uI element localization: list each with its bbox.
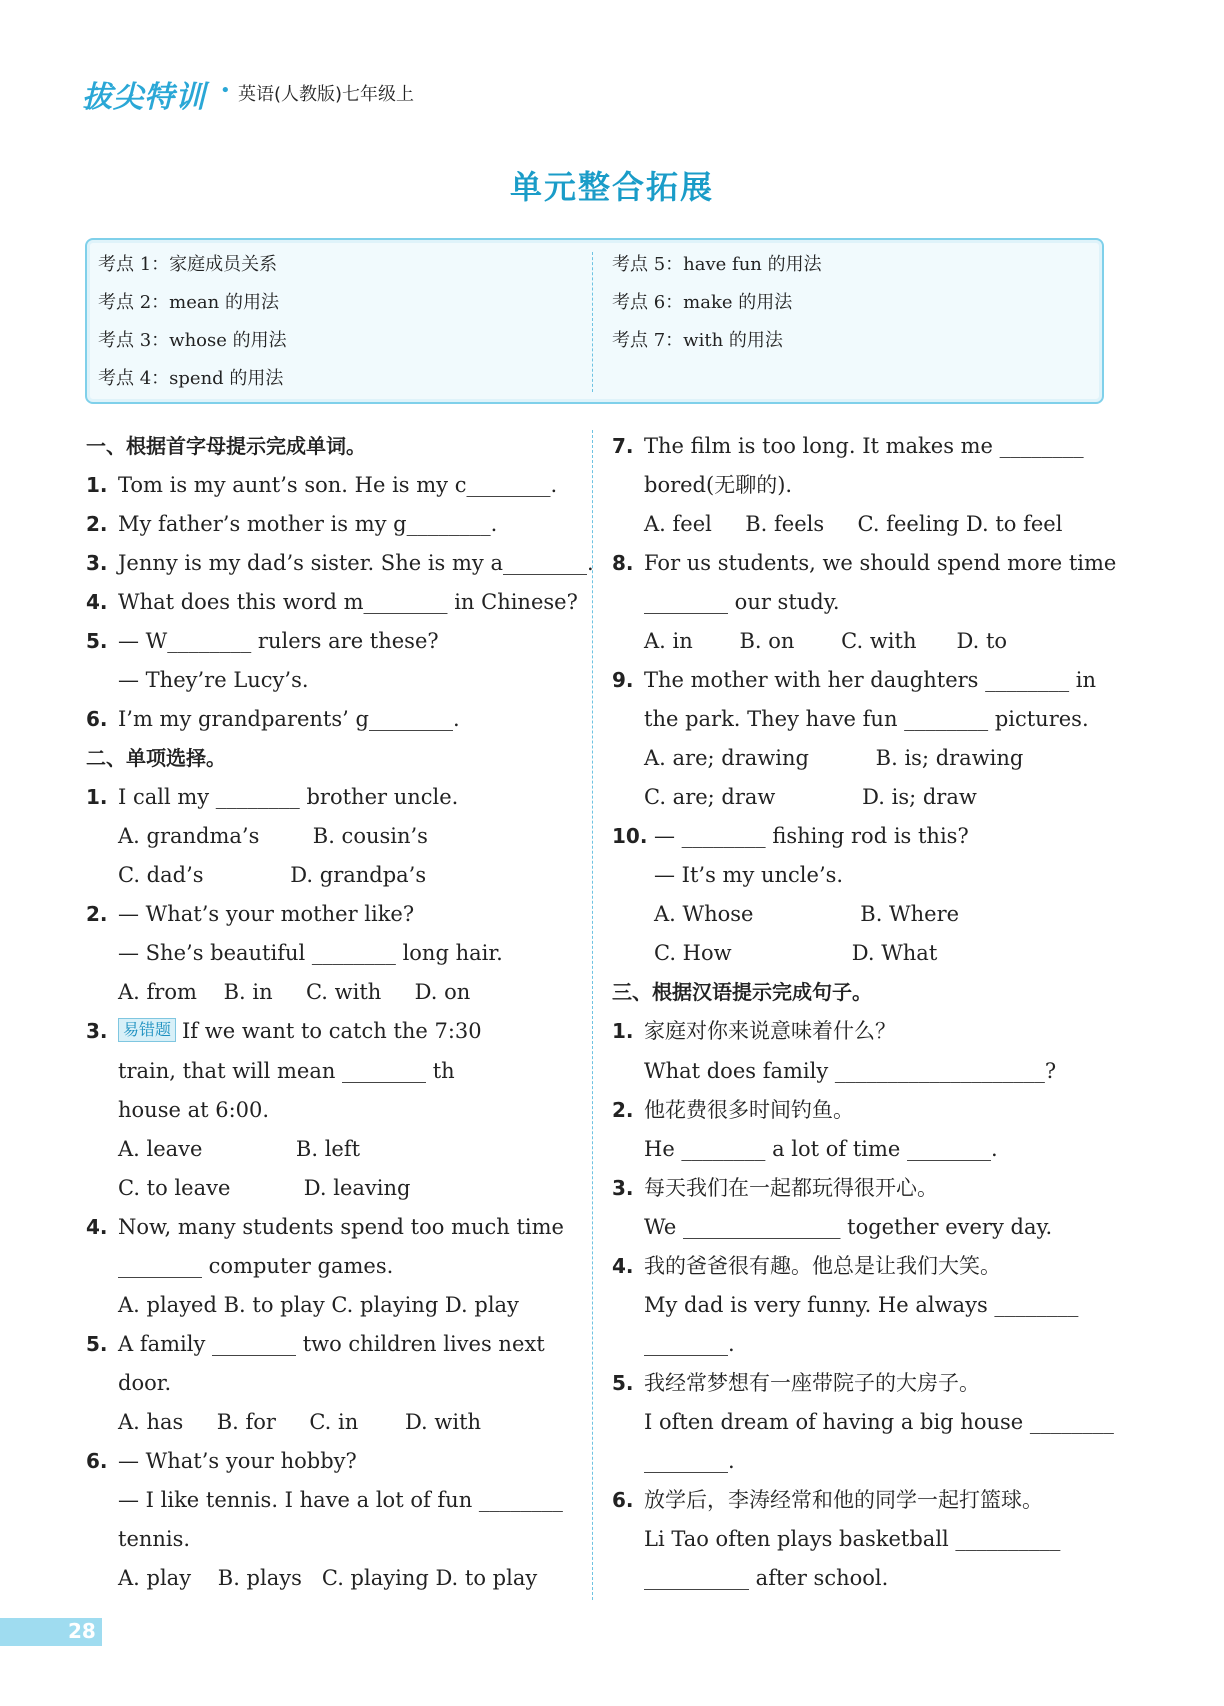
answer-line: ________. xyxy=(644,1332,735,1356)
question-number: 5. xyxy=(612,1371,634,1395)
question-number: 5. xyxy=(86,1332,108,1356)
question-number: 3. xyxy=(612,1176,634,1200)
question-number: 3. xyxy=(86,1019,108,1043)
key-point-6: 考点 6：make 的用法 xyxy=(612,292,793,313)
question-text: 他花费很多时间钓鱼。 xyxy=(644,1098,854,1122)
question-text: — W________ rulers are these? xyxy=(118,629,439,653)
question-number: 1. xyxy=(86,473,108,497)
page-number: 28 xyxy=(68,1619,96,1643)
choice-line: A. leave B. left xyxy=(118,1137,361,1161)
key-point-5: 考点 5：have fun 的用法 xyxy=(612,254,822,275)
question-number: 2. xyxy=(86,512,108,536)
choice-line: C. dad’s D. grandpa’s xyxy=(118,863,427,887)
question-line xyxy=(612,1485,1043,1515)
question-text: Tom is my aunt’s son. He is my c________. xyxy=(118,473,558,497)
key-point-3: 考点 3：whose 的用法 xyxy=(98,330,287,351)
answer-line: We _______________ together every day. xyxy=(644,1215,1053,1239)
answer-line: — It’s my uncle’s. xyxy=(654,863,844,887)
question-text: 放学后，李涛经常和他的同学一起打篮球。 xyxy=(644,1488,1043,1512)
question-line xyxy=(612,665,1096,695)
question-text: The mother with her daughters ________ in xyxy=(644,668,1097,692)
answer-line: He ________ a lot of time ________. xyxy=(644,1137,998,1161)
answer-line: __________ after school. xyxy=(644,1566,889,1590)
section-1-heading: 一、根据首字母提示完成单词。 xyxy=(86,434,366,458)
choice-line: A. Whose B. Where xyxy=(654,902,960,926)
key-point-2: 考点 2：mean 的用法 xyxy=(98,292,279,313)
question-line xyxy=(86,704,460,734)
question-number: 5. xyxy=(86,629,108,653)
question-text: If we want to catch the 7:30 xyxy=(182,1019,482,1043)
answer-line: — They’re Lucy’s. xyxy=(118,668,309,692)
question-number: 3. xyxy=(86,551,108,575)
question-text: 我经常梦想有一座带院子的大房子。 xyxy=(644,1371,980,1395)
key-point-4: 考点 4：spend 的用法 xyxy=(98,368,284,389)
question-text: I call my ________ brother uncle. xyxy=(118,785,459,809)
choice-line: C. are; draw D. is; draw xyxy=(644,785,977,809)
question-number: 1. xyxy=(86,785,108,809)
answer-line: ________. xyxy=(644,1449,735,1473)
key-points-divider xyxy=(592,252,593,392)
question-number: 6. xyxy=(86,1449,108,1473)
question-text: the park. They have fun ________ pictures. xyxy=(644,707,1089,731)
question-line xyxy=(86,899,414,929)
choice-line: A. from B. in C. with D. on xyxy=(118,980,471,1004)
question-line xyxy=(86,587,578,617)
question-line xyxy=(612,431,1084,461)
question-number: 4. xyxy=(612,1254,634,1278)
question-line xyxy=(86,548,594,578)
key-point-1: 考点 1：家庭成员关系 xyxy=(98,254,278,275)
choice-line: C. to leave D. leaving xyxy=(118,1176,411,1200)
question-text: A family ________ two children lives next xyxy=(118,1332,545,1356)
question-line xyxy=(612,1251,1001,1281)
question-text: tennis. xyxy=(118,1527,191,1551)
question-text: — What’s your hobby? xyxy=(118,1449,357,1473)
question-line xyxy=(86,1016,482,1046)
question-text: Now, many students spend too much time xyxy=(118,1215,564,1239)
question-number: 6. xyxy=(612,1488,634,1512)
choice-line: A. grandma’s B. cousin’s xyxy=(118,824,428,848)
question-line xyxy=(612,548,1116,578)
question-line xyxy=(86,626,439,656)
question-text: What does this word m________ in Chinese? xyxy=(118,590,578,614)
question-text: — ________ fishing rod is this? xyxy=(654,824,969,848)
question-text: The film is too long. It makes me ________ xyxy=(644,434,1084,458)
question-text: — She’s beautiful ________ long hair. xyxy=(118,941,503,965)
question-number: 4. xyxy=(86,590,108,614)
question-number: 2. xyxy=(86,902,108,926)
question-line xyxy=(86,1329,545,1359)
choice-line: A. feel B. feels C. feeling D. to feel xyxy=(644,512,1063,536)
choice-line: A. play B. plays C. playing D. to play xyxy=(118,1566,538,1590)
question-text: ________ computer games. xyxy=(118,1254,394,1278)
question-text: — What’s your mother like? xyxy=(118,902,415,926)
answer-line: My dad is very funny. He always ________ xyxy=(644,1293,1079,1317)
question-text: 家庭对你来说意味着什么？ xyxy=(644,1019,896,1043)
question-text: Jenny is my dad’s sister. She is my a________. xyxy=(118,551,594,575)
question-text: 每天我们在一起都玩得很开心。 xyxy=(644,1176,938,1200)
question-line xyxy=(612,1173,938,1203)
choice-line: A. in B. on C. with D. to xyxy=(644,629,1008,653)
question-text: ________ our study. xyxy=(644,590,840,614)
question-text: door. xyxy=(118,1371,172,1395)
page-title: 单元整合拓展 xyxy=(509,168,714,206)
question-text: bored(无聊的). xyxy=(644,473,793,497)
key-point-7: 考点 7：with 的用法 xyxy=(612,330,783,351)
question-text: 我的爸爸很有趣。他总是让我们大笑。 xyxy=(644,1254,1001,1278)
question-line xyxy=(86,509,497,539)
error-prone-badge: 易错题 xyxy=(118,1018,176,1042)
choice-line: A. are; drawing B. is; drawing xyxy=(644,746,1024,770)
choice-line: A. has B. for C. in D. with xyxy=(118,1410,482,1434)
question-text: I’m my grandparents’ g________. xyxy=(118,707,460,731)
question-number: 4. xyxy=(86,1215,108,1239)
question-text: For us students, we should spend more time xyxy=(644,551,1117,575)
question-line xyxy=(86,782,458,812)
brand-logo: 拔尖特训 xyxy=(82,80,206,115)
question-line xyxy=(86,470,557,500)
section-2-heading: 二、单项选择。 xyxy=(86,746,226,770)
choice-line: C. How D. What xyxy=(654,941,938,965)
question-number: 10. xyxy=(612,824,648,848)
question-line xyxy=(612,821,969,851)
question-line xyxy=(86,1212,564,1242)
question-line xyxy=(612,1368,980,1398)
question-text: house at 6:00. xyxy=(118,1098,270,1122)
question-number: 2. xyxy=(612,1098,634,1122)
question-number: 7. xyxy=(612,434,634,458)
question-number: 8. xyxy=(612,551,634,575)
question-number: 6. xyxy=(86,707,108,731)
answer-line: I often dream of having a big house ________ xyxy=(644,1410,1114,1434)
choice-line: A. played B. to play C. playing D. play xyxy=(118,1293,519,1317)
question-line xyxy=(86,1446,357,1476)
header-separator: • xyxy=(220,80,231,101)
question-text: — I like tennis. I have a lot of fun ________ xyxy=(118,1488,563,1512)
question-line xyxy=(612,1095,854,1125)
answer-line: What does family ____________________? xyxy=(644,1059,1057,1083)
column-divider xyxy=(592,430,593,1600)
answer-line: Li Tao often plays basketball __________ xyxy=(644,1527,1061,1551)
question-text: train, that will mean ________ th xyxy=(118,1059,455,1083)
section-3-heading: 三、根据汉语提示完成句子。 xyxy=(612,980,872,1004)
question-text: My father’s mother is my g________. xyxy=(118,512,498,536)
question-number: 9. xyxy=(612,668,634,692)
header-subtitle: 英语(人教版)七年级上 xyxy=(238,84,415,105)
question-number: 1. xyxy=(612,1019,634,1043)
question-line xyxy=(612,1016,896,1046)
